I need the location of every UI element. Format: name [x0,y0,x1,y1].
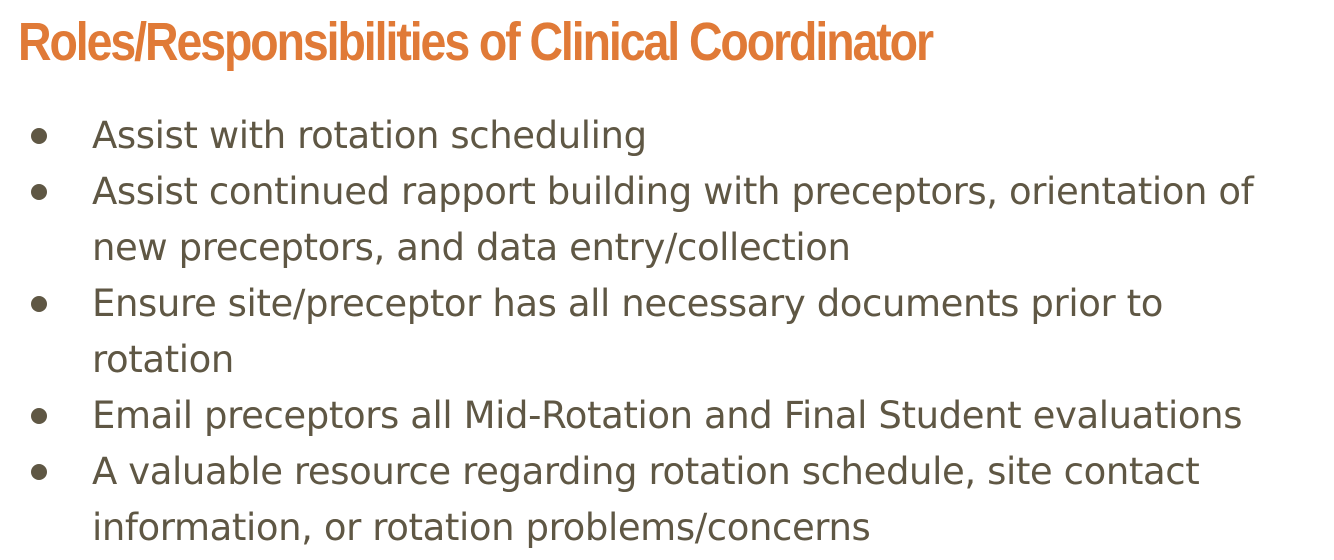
bullet-line: Email preceptors all Mid-Rotation and Final Student evaluations [92,394,1243,437]
bullet-dot-icon [31,408,47,424]
bullet-list [0,108,1322,556]
bullet-line: Ensure site/preceptor has all necessary documents prior to [92,282,1163,325]
bullet-line: new preceptors, and data entry/collection [92,226,851,269]
bullet-item [0,164,1322,276]
bullet-dot-icon [31,296,47,312]
bullet-dot-icon [31,464,47,480]
bullet-item [0,388,1322,444]
bullet-line: rotation [92,338,234,381]
slide-title: Roles/Responsibilities of Clinical Coordinator [18,12,932,72]
bullet-item [0,108,1322,164]
bullet-item [0,276,1322,388]
bullet-line: Assist with rotation scheduling [92,114,647,157]
bullet-dot-icon [31,184,47,200]
bullet-line: Assist continued rapport building with preceptors, orientation of [92,170,1254,213]
bullet-item [0,444,1322,556]
bullet-line: A valuable resource regarding rotation schedule, site contact [92,450,1200,493]
bullet-line: information, or rotation problems/concerns [92,506,871,549]
bullet-dot-icon [31,128,47,144]
